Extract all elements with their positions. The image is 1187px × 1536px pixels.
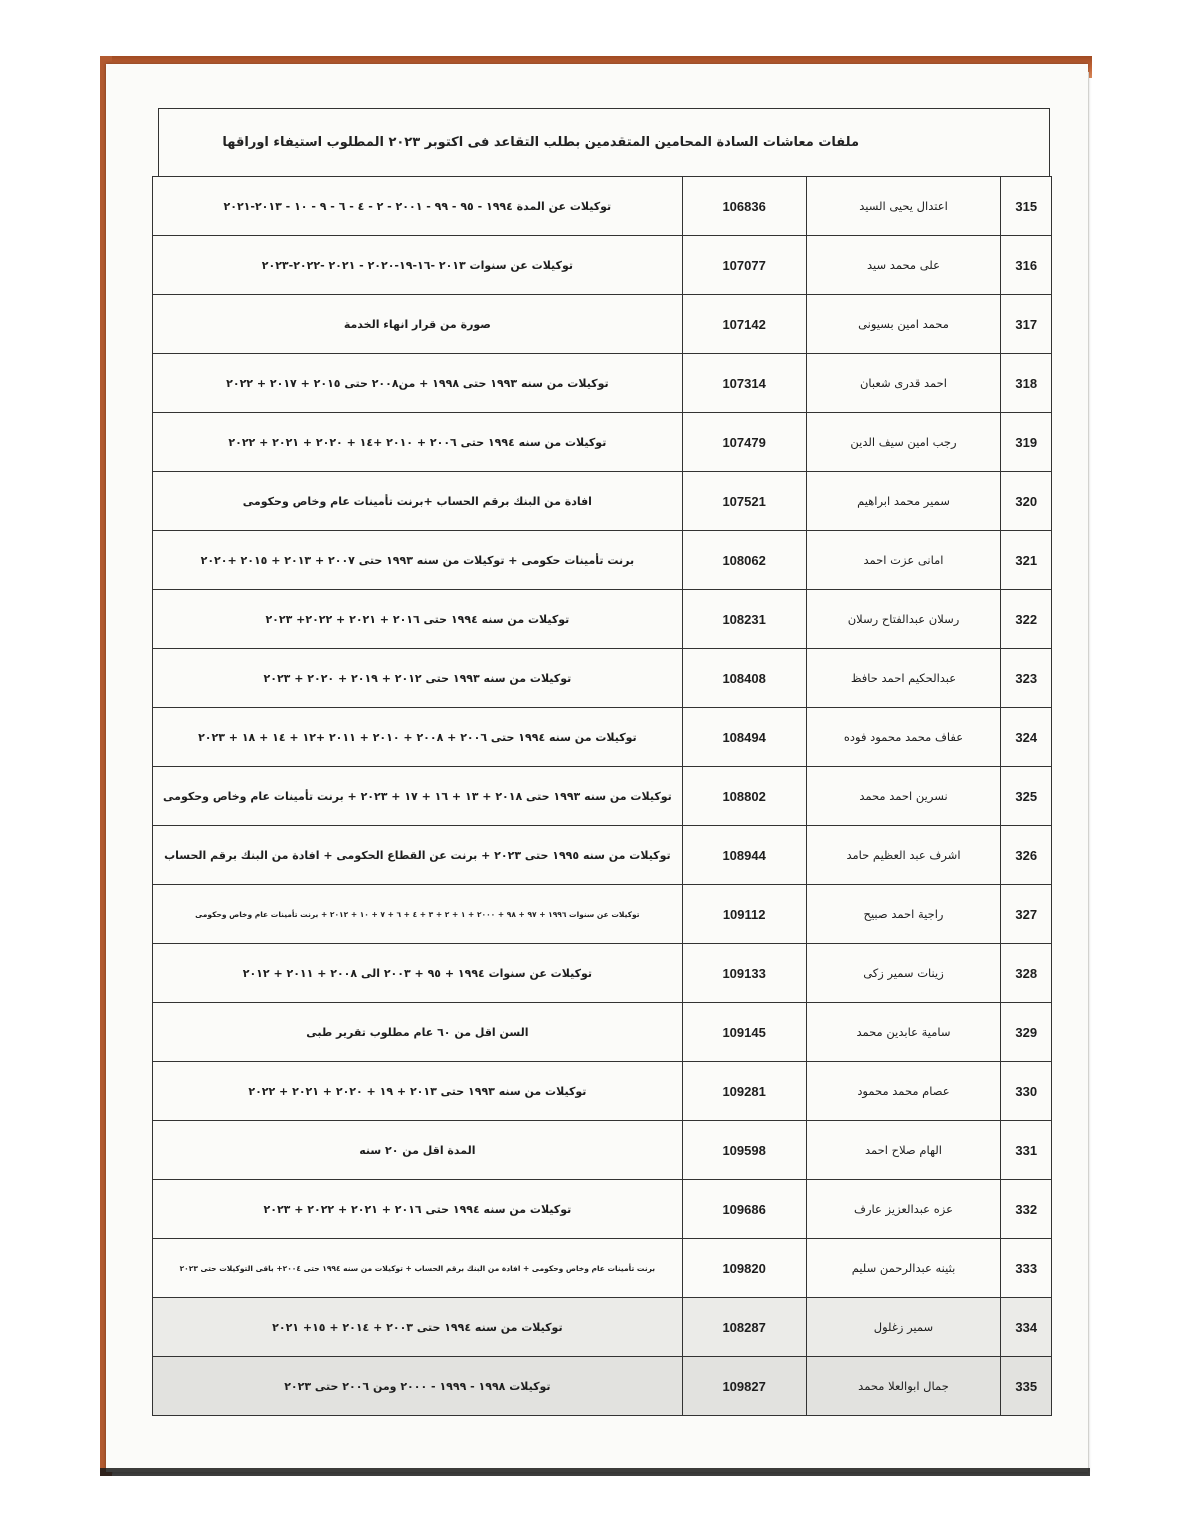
table-row	[153, 236, 1052, 295]
table-row	[153, 1121, 1052, 1180]
row-number: 319	[1001, 413, 1052, 472]
lawyer-name: نسرين احمد محمد	[806, 767, 1001, 826]
row-number: 318	[1001, 354, 1052, 413]
row-number: 325	[1001, 767, 1052, 826]
required-documents: توكيلات من سنه ١٩٩٣ حتى ٢٠١٣ + ١٩ + ٢٠٢٠ + ٢٠٢١ + ٢٠٢٢	[153, 1062, 683, 1121]
required-documents: توكيلات عن سنوات ١٩٩٤ + ٩٥ + ٢٠٠٣ الى ٢٠٠٨ + ٢٠١١ + ٢٠١٢	[153, 944, 683, 1003]
row-number: 329	[1001, 1003, 1052, 1062]
required-documents: صورة من قرار انهاء الخدمة	[153, 295, 683, 354]
document-title: ملفات معاشات السادة المحامين المتقدمين بطلب التقاعد فى اكتوبر ٢٠٢٣ المطلوب استيفاء اوراقها	[222, 135, 859, 150]
lawyer-name: عبدالحكيم احمد حافظ	[806, 649, 1001, 708]
file-code: 109145	[682, 1003, 806, 1062]
required-documents: توكيلات من سنه ١٩٩٤ حتى ٢٠٠٦ + ٢٠٠٨ + ٢٠١٠ + ٢٠١١ +١٢ + ١٤ + ١٨ + ٢٠٢٣	[153, 708, 683, 767]
lawyer-name: محمد امين بسيونى	[806, 295, 1001, 354]
required-documents: افادة من البنك برقم الحساب +برنت تأمينات عام وخاص وحكومى	[153, 472, 683, 531]
row-number: 332	[1001, 1180, 1052, 1239]
required-documents: توكيلات ١٩٩٨ - ١٩٩٩ - ٢٠٠٠ ومن ٢٠٠٦ حتى ٢٠٢٣	[153, 1357, 683, 1416]
row-number: 328	[1001, 944, 1052, 1003]
row-number: 315	[1001, 177, 1052, 236]
file-code: 108802	[682, 767, 806, 826]
required-documents: توكيلات من سنه ١٩٩٣ حتى ٢٠١٢ + ٢٠١٩ + ٢٠٢٠ + ٢٠٢٣	[153, 649, 683, 708]
file-code: 109112	[682, 885, 806, 944]
file-code: 108287	[682, 1298, 806, 1357]
row-number: 317	[1001, 295, 1052, 354]
required-documents: السن اقل من ٦٠ عام مطلوب تقرير طبى	[153, 1003, 683, 1062]
file-code: 108494	[682, 708, 806, 767]
row-number: 334	[1001, 1298, 1052, 1357]
lawyer-name: اعتدال يحيى السيد	[806, 177, 1001, 236]
row-number: 324	[1001, 708, 1052, 767]
table-row	[153, 944, 1052, 1003]
table-row	[153, 826, 1052, 885]
lawyer-name: احمد قدرى شعبان	[806, 354, 1001, 413]
table-row	[153, 590, 1052, 649]
row-number: 321	[1001, 531, 1052, 590]
file-code: 109281	[682, 1062, 806, 1121]
background	[0, 0, 1187, 62]
table-row	[153, 1298, 1052, 1357]
table-row	[153, 177, 1052, 236]
lawyer-name: زينات سمير زكى	[806, 944, 1001, 1003]
bottom-shadow	[100, 1468, 1090, 1476]
row-number: 316	[1001, 236, 1052, 295]
required-documents: توكيلات من سنه ١٩٩٤ حتى ٢٠٠٣ + ٢٠١٤ + ١٥+ ٢٠٢١	[153, 1298, 683, 1357]
lawyer-name: راجية احمد صبيح	[806, 885, 1001, 944]
file-code: 107521	[682, 472, 806, 531]
lawyer-name: سمير محمد ابراهيم	[806, 472, 1001, 531]
file-code: 109686	[682, 1180, 806, 1239]
file-code: 107314	[682, 354, 806, 413]
lawyer-name: بثينه عبدالرحمن سليم	[806, 1239, 1001, 1298]
file-code: 108408	[682, 649, 806, 708]
lawyer-name: على محمد سيد	[806, 236, 1001, 295]
file-code: 109827	[682, 1357, 806, 1416]
required-documents: توكيلات عن سنوات ١٩٩٦ + ٩٧ + ٩٨ + ٢٠٠٠ + ١ + ٢ + ٣ + ٤ + ٦ + ٧ + ١٠ + ٢٠١٢ + برنت تأمينات عام وخاص وحكومى	[153, 885, 683, 944]
row-number: 335	[1001, 1357, 1052, 1416]
table-row	[153, 1239, 1052, 1298]
row-number: 323	[1001, 649, 1052, 708]
lawyer-name: رسلان عبدالفتاح رسلان	[806, 590, 1001, 649]
lawyer-name: رجب امين سيف الدين	[806, 413, 1001, 472]
required-documents: برنت تأمينات حكومى + توكيلات من سنه ١٩٩٣ حتى ٢٠٠٧ + ٢٠١٣ + ٢٠١٥ +٢٠٢٠	[153, 531, 683, 590]
required-documents: توكيلات من سنه ١٩٩٣ حتى ٢٠١٨ + ١٣ + ١٦ + ١٧ + ٢٠٢٣ + برنت تأمينات عام وخاص وحكومى	[153, 767, 683, 826]
row-number: 326	[1001, 826, 1052, 885]
lawyer-name: عصام محمد محمود	[806, 1062, 1001, 1121]
row-number: 327	[1001, 885, 1052, 944]
table-row	[153, 1062, 1052, 1121]
file-code: 108231	[682, 590, 806, 649]
file-code: 109598	[682, 1121, 806, 1180]
required-documents: توكيلات من سنه ١٩٩٤ حتى ٢٠١٦ + ٢٠٢١ + ٢٠٢٢ + ٢٠٢٣	[153, 1180, 683, 1239]
table-row	[153, 1357, 1052, 1416]
lawyer-name: سامية عابدين محمد	[806, 1003, 1001, 1062]
required-documents: توكيلات عن سنوات ٢٠١٣ -١٦-١٩-٢٠٢٠ - ٢٠٢١ -٢٠٢٢-٢٠٢٣	[153, 236, 683, 295]
lawyer-name: سمير زغلول	[806, 1298, 1001, 1357]
file-code: 107077	[682, 236, 806, 295]
row-number: 320	[1001, 472, 1052, 531]
table-row	[153, 295, 1052, 354]
file-code: 108944	[682, 826, 806, 885]
table-row	[153, 885, 1052, 944]
lawyer-name: امانى عزت احمد	[806, 531, 1001, 590]
table-row	[153, 472, 1052, 531]
file-code: 108062	[682, 531, 806, 590]
pension-files-table	[152, 176, 1052, 1416]
document-title-box	[158, 108, 1050, 177]
table-row	[153, 1180, 1052, 1239]
table-row	[153, 708, 1052, 767]
table-row	[153, 767, 1052, 826]
required-documents: توكيلات من سنه ١٩٩٤ حتى ٢٠١٦ + ٢٠٢١ + ٢٠٢٢+ ٢٠٢٣	[153, 590, 683, 649]
table-row	[153, 413, 1052, 472]
required-documents: توكيلات من سنه ١٩٩٥ حتى ٢٠٢٣ + برنت عن القطاع الحكومى + افادة من البنك برقم الحساب	[153, 826, 683, 885]
table-row	[153, 354, 1052, 413]
file-code: 109820	[682, 1239, 806, 1298]
lawyer-name: الهام صلاح احمد	[806, 1121, 1001, 1180]
required-documents: توكيلات عن المدة ١٩٩٤ - ٩٥ - ٩٩ - ٢٠٠١ - ٢ - ٤ - ٦ - ٩ - ١٠ - ٢٠١٣-٢٠٢١	[153, 177, 683, 236]
file-code: 106836	[682, 177, 806, 236]
document-table-area	[152, 108, 1052, 1450]
table-row	[153, 1003, 1052, 1062]
lawyer-name: عزه عبدالعزيز عارف	[806, 1180, 1001, 1239]
row-number: 330	[1001, 1062, 1052, 1121]
table-row	[153, 649, 1052, 708]
table-row	[153, 531, 1052, 590]
file-code: 109133	[682, 944, 806, 1003]
required-documents: برنت تأمينات عام وخاص وحكومى + افادة من البنك برقم الحساب + توكيلات من سنه ١٩٩٤ حتى ٢٠٠٤+ باقى التوكيلات حتى ٢٠٢٣	[153, 1239, 683, 1298]
required-documents: المدة اقل من ٢٠ سنه	[153, 1121, 683, 1180]
row-number: 322	[1001, 590, 1052, 649]
row-number: 331	[1001, 1121, 1052, 1180]
lawyer-name: اشرف عبد العظيم حامد	[806, 826, 1001, 885]
file-code: 107479	[682, 413, 806, 472]
lawyer-name: جمال ابوالعلا محمد	[806, 1357, 1001, 1416]
required-documents: توكيلات من سنه ١٩٩٤ حتى ٢٠٠٦ + ٢٠١٠ +١٤ + ٢٠٢٠ + ٢٠٢١ + ٢٠٢٢	[153, 413, 683, 472]
required-documents: توكيلات من سنه ١٩٩٣ حتى ١٩٩٨ + من٢٠٠٨ حتى ٢٠١٥ + ٢٠١٧ + ٢٠٢٢	[153, 354, 683, 413]
lawyer-name: عفاف محمد محمود فوده	[806, 708, 1001, 767]
row-number: 333	[1001, 1239, 1052, 1298]
file-code: 107142	[682, 295, 806, 354]
